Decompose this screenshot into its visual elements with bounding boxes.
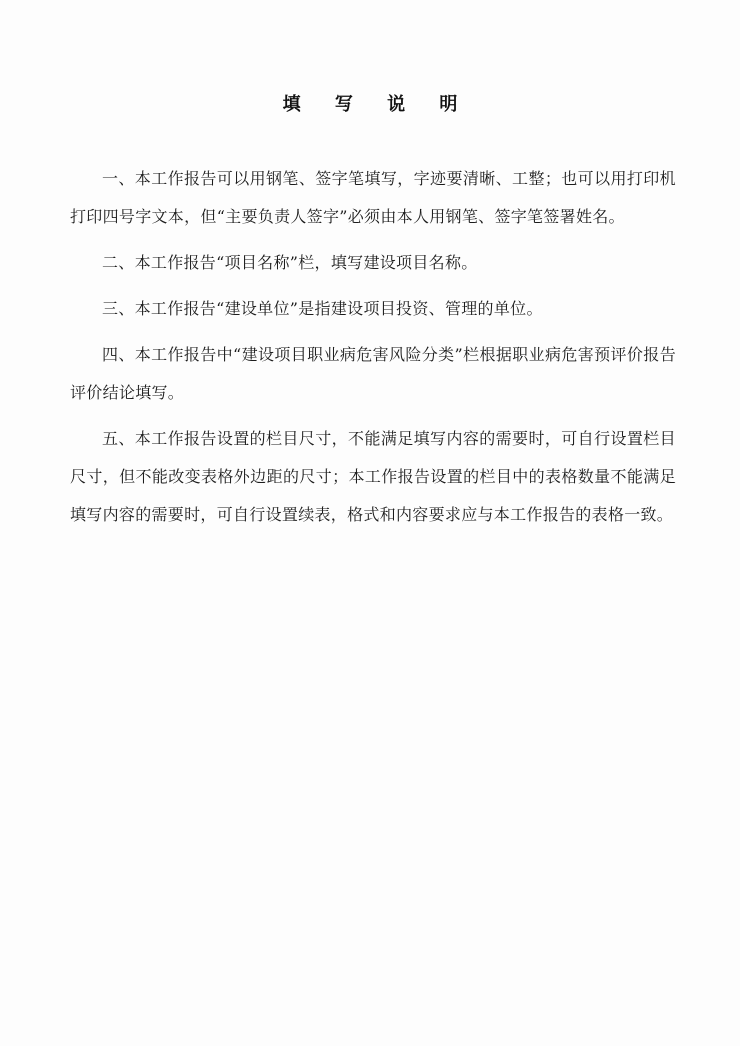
page-title: 填 写 说 明 [282,94,472,115]
instruction-paragraph-5: 五、本工作报告设置的栏目尺寸，不能满足填写内容的需要时，可自行设置栏目尺寸，但不能改变表格外边距的尺寸；本工作报告设置的栏目中的表格数量不能满足填写内容的需要时，可自行设置续表，格式和内容要求应与本工作报告的表格一致。 [70,429,676,524]
instruction-paragraph-1: 一、本工作报告可以用钢笔、签字笔填写，字迹要清晰、工整；也可以用打印机打印四号字文本，但“主要负责人签字”必须由本人用钢笔、签字笔签署姓名。 [70,169,676,226]
instruction-paragraph-2: 二、本工作报告“项目名称”栏，填写建设项目名称。 [102,253,478,272]
instructions-body [70,160,676,542]
instruction-paragraph-3: 三、本工作报告“建设单位”是指建设项目投资、管理的单位。 [102,299,543,318]
instruction-paragraph-4: 四、本工作报告中“建设项目职业病危害风险分类”栏根据职业病危害预评价报告评价结论填写。 [70,345,676,402]
